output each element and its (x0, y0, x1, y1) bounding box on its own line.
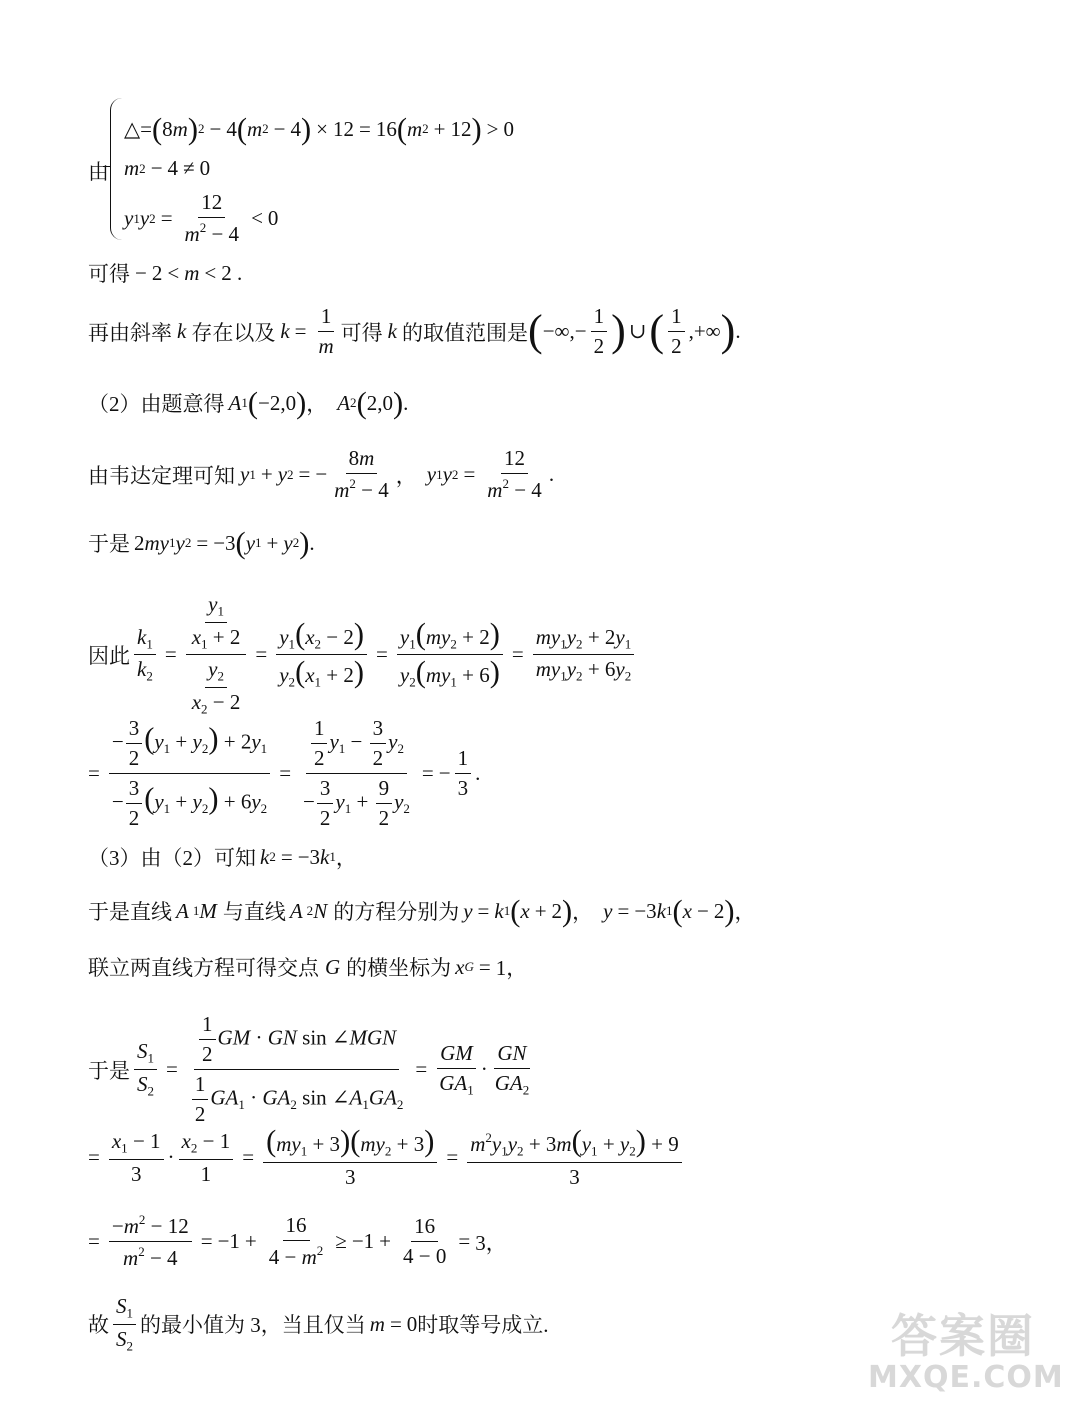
system-eq1: △= ( 8 m ) 2 − 4 ( m 2 − 4 ) × 12 = 16 ( m 2 + 12 ) > 0 (124, 112, 514, 146)
text-yu: 与直线 (222, 900, 286, 925)
text-cunzai: 存在以及 (191, 320, 276, 345)
text-you: 由 (88, 160, 109, 184)
line-ratio-k: 因此 $\frac{k_1}{k_2}$ = $\frac{\frac{y_1}{x_1 + 2}}{\frac{y_2}{x_2 - 2}}$ = $\frac{y_1(x_2 - 2)}{y_2(x_1 + 2)}$ = $\frac{y_1(my_2 + 2)}{y_2(my_1 + 6)}$ = $\frac{my_1y_2 + 2y_1}{my_1y_2 + 6y_2}$ (88, 592, 638, 717)
line-equations: 于是直线 A 1 M 与直线 A 2 N 的方程分别为 y = k 1 ( x + 2 ) ， y = −3 k 1 ( x − 2 ) ， (88, 894, 756, 928)
text-part2: （2）由题意得 (88, 392, 225, 417)
text-line: 于是直线 (88, 900, 172, 925)
text-kede2: 可得 (340, 320, 383, 345)
line-k-range: 再由斜率 k 存在以及 k = $\frac{1}{m}$ 可得 k 的取值范围是 ( −∞,− $\frac{1}{2}$ ) ∪ ( $\frac{1}{2}$ ,+∞ ) . (88, 304, 741, 358)
text-lianli: 联立两直线方程可得交点 (88, 956, 319, 980)
system-label (88, 156, 109, 186)
text-gu: 故 (88, 1313, 109, 1338)
line-vieta: 由韦达定理可知 y 1 + y 2 = − $\frac{8m}{m^2 - 4}$ ， y 1 y 2 = $\frac{12}{m^2 - 4}$ . (88, 446, 555, 503)
line-conclusion: 故 $\frac{S_1}{S_2}$ 的最小值为 3，当且仅当 m = 0 时取等号成立. (88, 1294, 549, 1354)
text-part3: （3）由（2）可知 (88, 846, 256, 870)
line-area-ratio: 于是 $\frac{S_1}{S_2}$ = $\frac{1}{2}$ GM · GN sin ∠MGN $\frac{1}{2}$ $GA_1 \cdot GA_2$ $\sin \angle A_1GA_2$ = $\frac{GM}{GA_1}$ · $\frac{GN}{GA_2}$ (88, 1012, 530, 1126)
text-zaiyou: 再由斜率 (88, 320, 172, 345)
watermark-bottom-text: MXQE.COM (868, 1360, 1064, 1395)
system-eq2: m 2 − 4 ≠ 0 (124, 156, 211, 180)
line-area-expand: = $\frac{x_1 - 1}{3}$ · $\frac{x_2 - 1}{1}$ = $\frac{(my_1 + 3)(my_2 + 3)}{3}$ = $\frac{m^2y_1y_2 + 3m(y_1 + y_2) + 9}{3}$ (88, 1126, 686, 1190)
line-part3: （3）由（2）可知 k 2 = −3 k 1 ， (88, 842, 357, 872)
text-fanwei: 的取值范围是 (402, 320, 528, 345)
text-conclusion2: 时取等号成立. (417, 1313, 549, 1338)
line-ratio-result: = − $\frac{3}{2}$ $(y_1 + y_2) + 2y_1$ − $\frac{3}{2}$ $(y_1 + y_2) + 6y_2$ = $\frac{1}{2}$ $y_1$ − $\frac{3}{2}$ $y_2$ − $\frac{3}{2}$ $y_1$ + $\frac{9}{2}$ $y_2$ = − $\frac{1}{3}$ . (88, 716, 481, 830)
line-area-bound: = $\frac{-m^2 - 12}{m^2 - 4}$ = −1 + $\frac{16}{4 - m^2}$ ≥ −1 + $\frac{16}{4 - 0}$ = 3， (88, 1212, 507, 1271)
line-range-m: 可得 − 2 < m < 2 . (88, 258, 242, 288)
watermark-top-text: 答案圈 (891, 1309, 1035, 1363)
watermark-logo (868, 1309, 1064, 1401)
text-conclusion: 的最小值为 3，当且仅当 (140, 1313, 366, 1338)
text-fangcheng: 的方程分别为 (333, 900, 460, 925)
text-yinci: 因此 (88, 643, 130, 668)
text-yushi2: 于是 (88, 1058, 130, 1083)
system-eq3: y 1 y 2 = $\frac{12}{m^2 - 4}$ < 0 (124, 190, 279, 247)
text-kede: 可得 (88, 262, 130, 286)
text-hengzuobiao: 的横坐标为 (346, 956, 452, 980)
line-relation: 于是 2 my 1 y 2 = −3 ( y 1 + y 2 ) . (88, 526, 315, 560)
text-weida: 由韦达定理可知 (88, 463, 235, 488)
line-part2: （2）由题意得 A 1 ( −2,0 ) ， A 2 ( 2,0 ) . (88, 386, 409, 420)
text-yushi: 于是 (88, 532, 130, 557)
line-intersection: 联立两直线方程可得交点 G 的横坐标为 x G = 1， (88, 952, 527, 982)
left-brace (110, 98, 123, 240)
